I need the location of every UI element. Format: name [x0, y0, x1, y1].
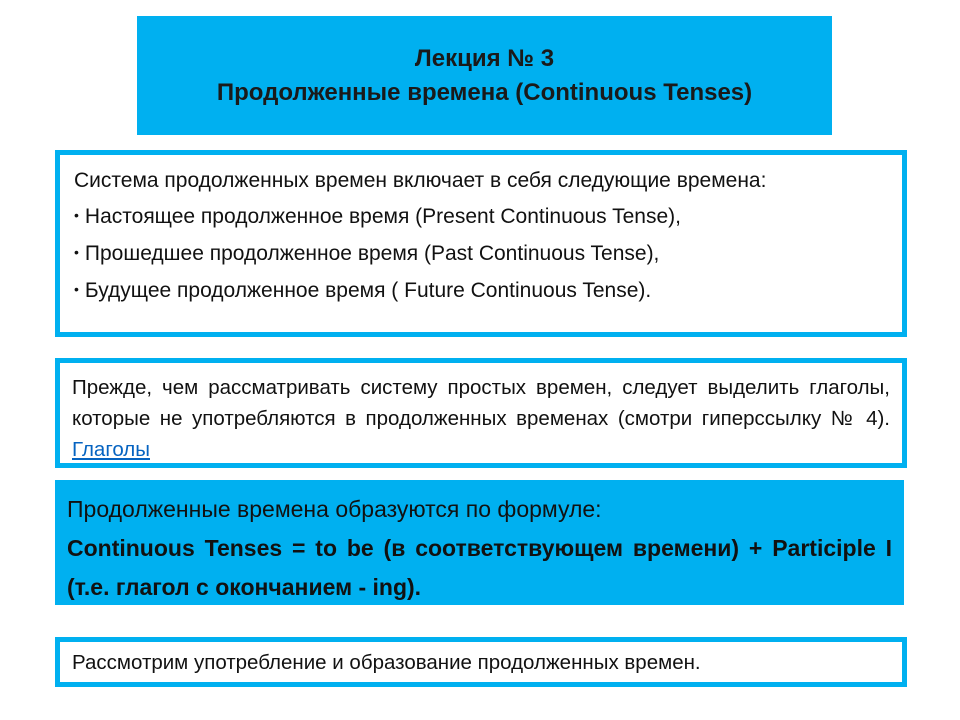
usage-footer-box — [55, 637, 907, 687]
lecture-topic: Продолженные времена (Continuous Tenses) — [216, 78, 753, 106]
list-item — [74, 236, 888, 273]
verbs-note-text: Прежде, чем рассматривать систему простых времен, следует выделить глаголы, которые не употребляются в продолженных временах (смотри гиперссылку № 4). — [72, 376, 890, 430]
bullet-future-continuous: Будущее продолженное время ( Future Continuous Tense). — [84, 279, 652, 302]
usage-footer-text: Рассмотрим употребление и образование продолженных времен. — [72, 651, 701, 674]
tenses-list-box — [55, 150, 907, 337]
tenses-list-lead: Система продолженных времен включает в себя следующие времена: — [74, 169, 767, 192]
lecture-number: Лекция № 3 — [414, 44, 555, 72]
list-item — [74, 199, 888, 236]
verbs-note-box — [55, 358, 907, 468]
bullet-past-continuous: Прошедшее продолженное время (Past Continuous Tense), — [84, 242, 660, 265]
bullet-icon: • — [74, 281, 79, 297]
bullet-icon: • — [74, 207, 79, 223]
bullet-icon: • — [74, 244, 79, 260]
list-item — [74, 273, 888, 310]
lecture-title-box — [137, 16, 832, 135]
verbs-hyperlink[interactable]: Глаголы — [72, 438, 150, 461]
bullet-present-continuous: Настоящее продолженное время (Present Continuous Tense), — [84, 205, 681, 228]
formula-text: Continuous Tenses = to be (в соответствующем времени) + Participle I (т.е. глагол с окончанием - ing). — [67, 535, 892, 600]
formula-box — [55, 480, 904, 605]
formula-lead: Продолженные времена образуются по формуле: — [67, 496, 602, 522]
